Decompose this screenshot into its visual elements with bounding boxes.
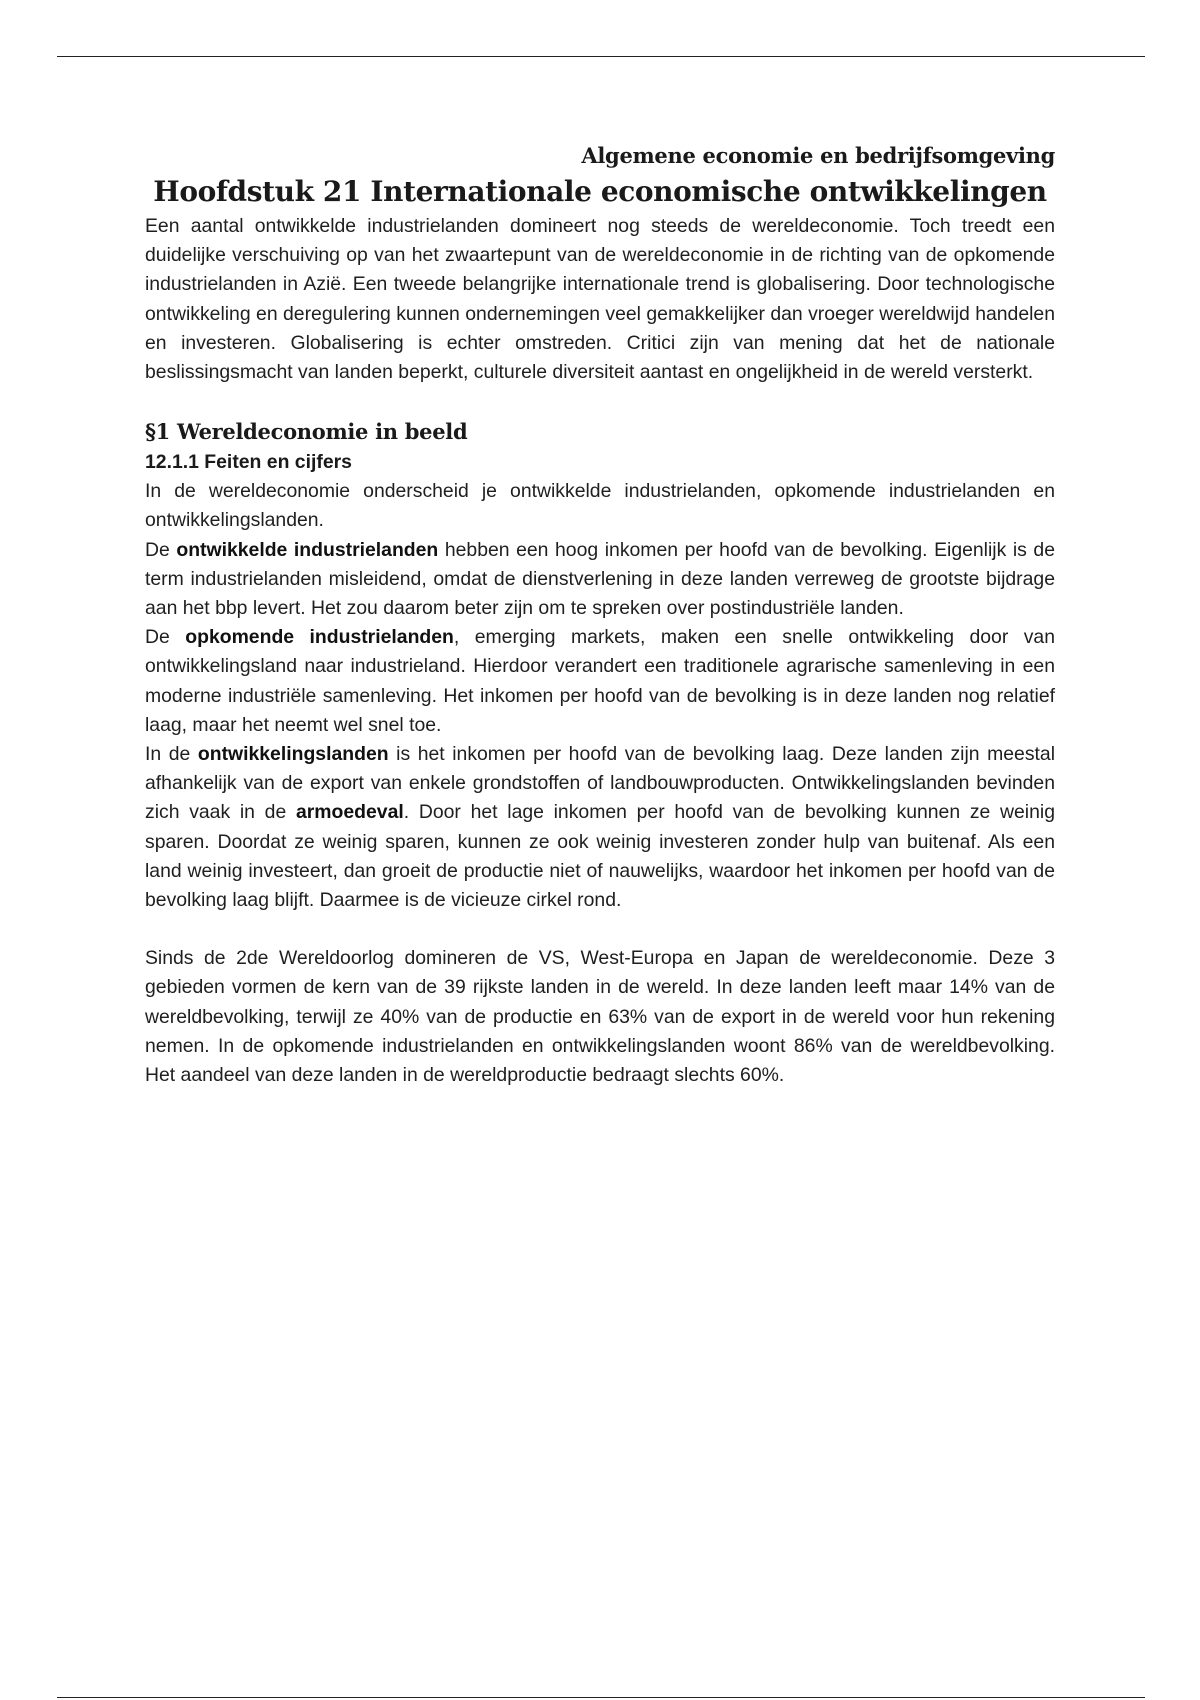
bottom-rule <box>57 1697 1145 1698</box>
paragraph-intro-categories: In de wereldeconomie onderscheid je ontwikkelde industrielanden, opkomende industrielanden en ontwikkelingslanden. <box>145 480 1055 532</box>
chapter-title: Hoofdstuk 21 Internationale economische ontwikkelingen <box>153 175 1047 208</box>
paragraph-world-economy-stats: Sinds de 2de Wereldoorlog domineren de VS, West-Europa en Japan de wereldeconomie. Deze 3 gebieden vormen de kern van de 39 rijkste landen in de wereld. In deze landen leeft maar 14% van de wereldbevolking, terwijl ze 40% van de productie en 63% van de export in de wereld voor hun rekening nemen. In de opkomende industrielanden en ontwikkelingslanden woont 86% van de wereldbevolking. Het aandeel van deze landen in de wereldproductie bedraagt slechts 60%. <box>145 947 1055 1087</box>
text-span: , emerging markets, maken een snelle ontwikkeling door van ontwikkelingsland naar industrieland. Hierdoor verandert een traditionele agrarische samenleving in een moderne industriële samenleving. Het inkomen per hoofd van de bevolking is in deze landen nog relatief laag, maar het neemt wel snel toe. <box>145 626 1055 736</box>
section-title: §1 Wereldeconomie in beeld <box>145 419 468 445</box>
text-span: De <box>145 626 186 649</box>
top-rule <box>57 56 1145 57</box>
text-span: is het inkomen per hoofd van de bevolking laag. Deze landen zijn meestal afhankelijk van de export van enkele grondstoffen of landbouwproducten. Ontwikkelingslanden bevinden zich vaak in de <box>145 743 1055 824</box>
text-span: . Door het lage inkomen per hoofd van de bevolking kunnen ze weinig sparen. Doordat ze weinig sparen, kunnen ze ook weinig investeren zonder hulp van buitenaf. Als een land weinig investeert, dan groeit de productie niet of nauwelijks, waardoor het inkomen per hoofd van de bevolking laag blijft. Daarmee is de vicieuze cirkel rond. <box>145 801 1055 912</box>
intro-paragraph: Een aantal ontwikkelde industrielanden domineert nog steeds de wereldeconomie. Toch treedt een duidelijke verschuiving op van het zwaartepunt van de wereldeconomie in de richting van de opkomende industrielanden in Azië. Een tweede belangrijke internationale trend is globalisering. Door technologische ontwikkeling en deregulering kunnen ondernemingen veel gemakkelijker dan vroeger wereldwijd handelen en investeren. Globalisering is echter omstreden. Critici zijn van mening dat het de nationale beslissingsmacht van landen beperkt, culturele diversiteit aantast en ongelijkheid in de wereld versterkt. <box>145 215 1055 384</box>
text-span: De <box>145 538 177 561</box>
spacer <box>145 387 1055 416</box>
term-emerging-countries: opkomende industrielanden <box>185 626 454 649</box>
text-span: hebben een hoog inkomen per hoofd van de bevolking. Eigenlijk is de term industrielanden misleidend, omdat de dienstverlening in deze landen verreweg de grootste bijdrage aan het bbp levert. Het zou daarom beter zijn om te spreken over postindustriële landen. <box>145 538 1055 620</box>
subsection-title: 12.1.1 Feiten en cijfers <box>145 451 352 474</box>
term-developing-countries: ontwikkelingslanden <box>197 743 389 766</box>
document-page <box>145 140 1055 1090</box>
subject-heading: Algemene economie en bedrijfsomgeving <box>581 143 1055 168</box>
paragraph-emerging-countries <box>145 623 1055 740</box>
spacer <box>145 915 1055 944</box>
term-poverty-trap: armoedeval <box>295 801 404 824</box>
term-developed-countries: ontwikkelde industrielanden <box>176 538 439 561</box>
text-span: In de <box>145 743 198 766</box>
paragraph-developed-countries <box>145 536 1055 624</box>
paragraph-developing-countries <box>145 740 1055 915</box>
